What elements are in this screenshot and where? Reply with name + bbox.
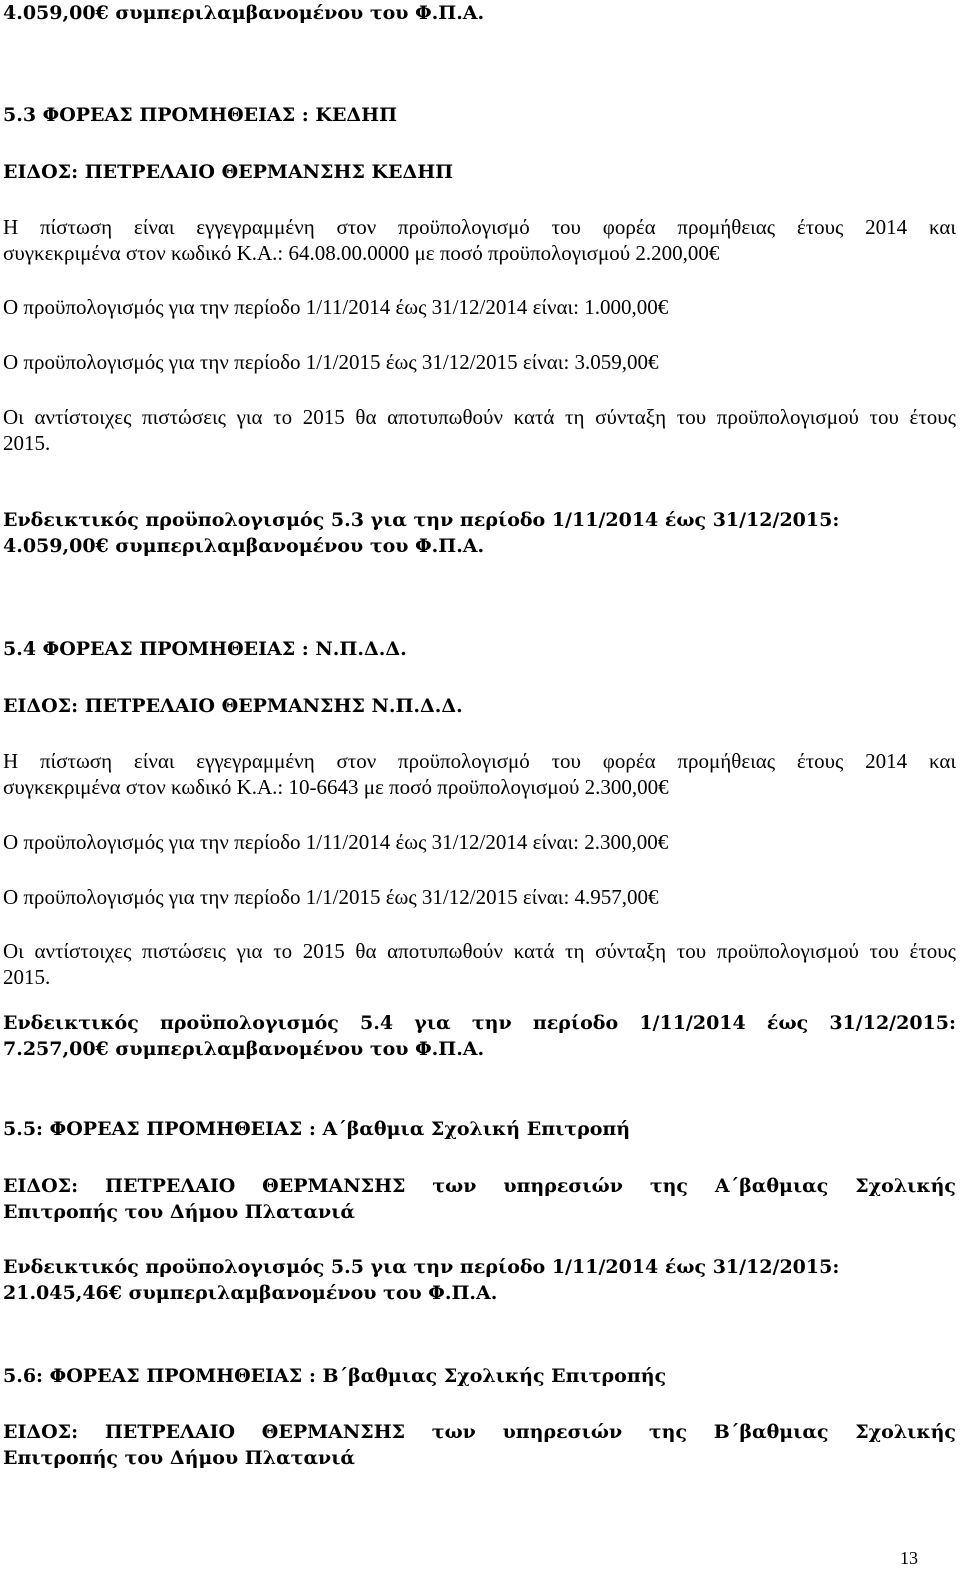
section-5-4-budget-2015: Ο προϋπολογισμός για την περίοδο 1/1/2015 έως 31/12/2015 είναι: 4.957,00€ <box>3 885 659 909</box>
section-5-3-total: 4.059,00€ συμπεριλαμβανομένου του Φ.Π.Α. <box>3 535 485 557</box>
total-line-5-2: 4.059,00€ συμπεριλαμβανομένου του Φ.Π.Α. <box>3 2 485 24</box>
section-5-4-heading: 5.4 ΦΟΡΕΑΣ ΠΡΟΜΗΘΕΙΑΣ : Ν.Π.Δ.Δ. <box>3 638 407 660</box>
section-5-3-type: ΕΙΔΟΣ: ΠΕΤΡΕΛΑΙΟ ΘΕΡΜΑΝΣΗΣ ΚΕΔΗΠ <box>3 161 454 183</box>
section-5-3-heading: 5.3 ΦΟΡΕΑΣ ΠΡΟΜΗΘΕΙΑΣ : ΚΕΔΗΠ <box>3 104 398 126</box>
section-5-6-heading: 5.6: ΦΟΡΕΑΣ ΠΡΟΜΗΘΕΙΑΣ : Β΄βαθμιας Σχολικής Επιτροπής <box>3 1365 667 1387</box>
section-5-4-total: 7.257,00€ συμπεριλαμβανομένου του Φ.Π.Α. <box>3 1038 485 1060</box>
section-5-5-heading: 5.5: ΦΟΡΕΑΣ ΠΡΟΜΗΘΕΙΑΣ : Α΄βαθμια Σχολική Επιτροπή <box>3 1118 631 1140</box>
page-number: 13 <box>900 1548 918 1568</box>
section-5-4-type: ΕΙΔΟΣ: ΠΕΤΡΕΛΑΙΟ ΘΕΡΜΑΝΣΗΣ Ν.Π.Δ.Δ. <box>3 695 463 717</box>
section-5-4-credit-line-1: Η πίστωση είναι εγγεγραμμένη στον προϋπολογισμό του φορέα προμήθειας έτους 2014 και <box>3 749 956 773</box>
section-5-3-note-line-1: Οι αντίστοιχες πιστώσεις για το 2015 θα αποτυπωθούν κατά τη σύνταξη του προϋπολογισμού του έτους <box>3 405 956 429</box>
section-5-3-budget-2014: Ο προϋπολογισμός για την περίοδο 1/11/2014 έως 31/12/2014 είναι: 1.000,00€ <box>3 295 669 319</box>
section-5-3-credit-line-1: Η πίστωση είναι εγγεγραμμένη στον προϋπολογισμό του φορέα προμήθειας έτους 2014 και <box>3 215 956 239</box>
section-5-4-indicative-budget: Ενδεικτικός προϋπολογισμός 5.4 για την περίοδο 1/11/2014 έως 31/12/2015: <box>3 1012 956 1034</box>
section-5-4-budget-2014: Ο προϋπολογισμός για την περίοδο 1/11/2014 έως 31/12/2014 είναι: 2.300,00€ <box>3 830 669 854</box>
section-5-4-note-line-1: Οι αντίστοιχες πιστώσεις για το 2015 θα αποτυπωθούν κατά τη σύνταξη του προϋπολογισμού του έτους <box>3 939 956 963</box>
section-5-5-indicative-budget: Ενδεικτικός προϋπολογισμός 5.5 για την περίοδο 1/11/2014 έως 31/12/2015: <box>3 1256 840 1278</box>
section-5-3-note-line-2: 2015. <box>3 431 51 455</box>
section-5-3-budget-2015: Ο προϋπολογισμός για την περίοδο 1/1/2015 έως 31/12/2015 είναι: 3.059,00€ <box>3 350 659 374</box>
section-5-4-note-line-2: 2015. <box>3 965 51 989</box>
section-5-6-type-line-2: Επιτροπής του Δήμου Πλατανιά <box>3 1447 356 1469</box>
section-5-3-credit-line-2: συγκεκριμένα στον κωδικό Κ.Α.: 64.08.00.0000 με ποσό προϋπολογισμού 2.200,00€ <box>3 241 720 265</box>
section-5-5-type-line-1: ΕΙΔΟΣ: ΠΕΤΡΕΛΑΙΟ ΘΕΡΜΑΝΣΗΣ των υπηρεσιών της Α΄βαθμιας Σχολικής <box>3 1175 956 1197</box>
section-5-5-total: 21.045,46€ συμπεριλαμβανομένου του Φ.Π.Α. <box>3 1282 498 1304</box>
section-5-3-indicative-budget: Ενδεικτικός προϋπολογισμός 5.3 για την περίοδο 1/11/2014 έως 31/12/2015: <box>3 509 840 531</box>
section-5-5-type-line-2: Επιτροπής του Δήμου Πλατανιά <box>3 1201 356 1223</box>
section-5-6-type-line-1: ΕΙΔΟΣ: ΠΕΤΡΕΛΑΙΟ ΘΕΡΜΑΝΣΗΣ των υπηρεσιών της Β΄βαθμιας Σχολικής <box>3 1421 956 1443</box>
section-5-4-credit-line-2: συγκεκριμένα στον κωδικό Κ.Α.: 10-6643 με ποσό προϋπολογισμού 2.300,00€ <box>3 775 669 799</box>
